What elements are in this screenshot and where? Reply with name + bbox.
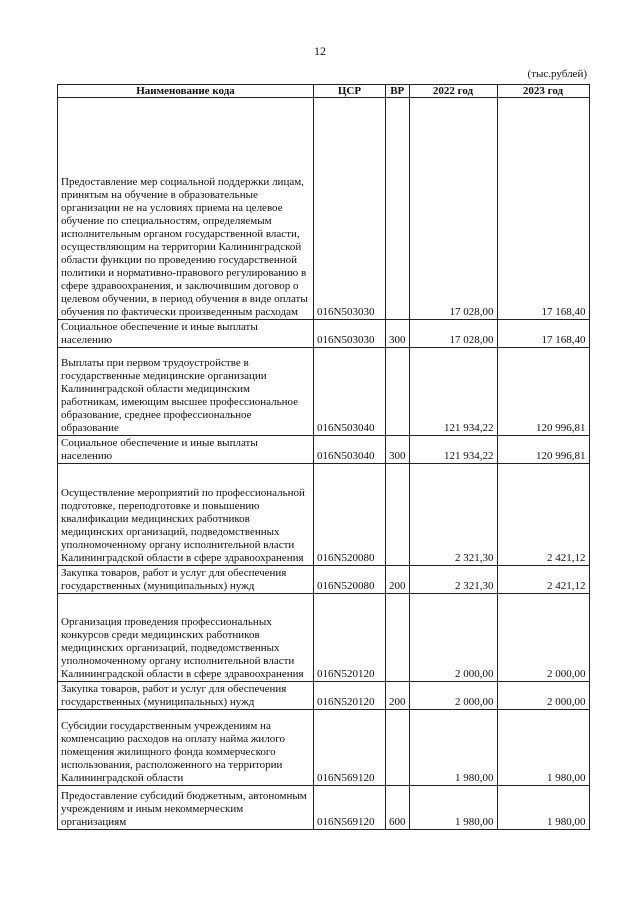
cell-vr: 300	[386, 320, 410, 348]
header-2022: 2022 год	[409, 85, 497, 98]
cell-2022: 2 321,30	[409, 566, 497, 594]
cell-2022: 2 000,00	[409, 682, 497, 710]
cell-csr: 016N520120	[314, 594, 386, 682]
cell-2022: 2 321,30	[409, 464, 497, 566]
cell-csr: 016N569120	[314, 710, 386, 786]
cell-2022: 17 028,00	[409, 98, 497, 320]
cell-vr	[386, 98, 410, 320]
units-label: (тыс.рублей)	[527, 68, 587, 80]
budget-table	[57, 84, 590, 830]
cell-vr	[386, 464, 410, 566]
header-csr: ЦСР	[314, 85, 386, 98]
cell-2023: 1 980,00	[497, 710, 589, 786]
cell-name: Субсидии государственным учреждениям на компенсацию расходов на оплату найма жилого помещения жилищного фонда коммерческого использования, расположенного на территории Калининградской области	[58, 710, 314, 786]
cell-2023: 17 168,40	[497, 98, 589, 320]
cell-2022: 121 934,22	[409, 436, 497, 464]
cell-2022: 1 980,00	[409, 786, 497, 830]
table-row	[58, 464, 590, 566]
cell-2023: 120 996,81	[497, 348, 589, 436]
cell-vr: 600	[386, 786, 410, 830]
cell-csr: 016N520120	[314, 682, 386, 710]
cell-2023: 2 421,12	[497, 566, 589, 594]
cell-vr	[386, 594, 410, 682]
table-row	[58, 786, 590, 830]
header-vr: ВР	[386, 85, 410, 98]
table-row	[58, 348, 590, 436]
cell-csr: 016N503030	[314, 98, 386, 320]
cell-2023: 2 000,00	[497, 682, 589, 710]
cell-2023: 2 421,12	[497, 464, 589, 566]
table-row	[58, 320, 590, 348]
cell-vr: 300	[386, 436, 410, 464]
cell-2022: 17 028,00	[409, 320, 497, 348]
cell-csr: 016N503040	[314, 436, 386, 464]
cell-csr: 016N503040	[314, 348, 386, 436]
cell-name: Организация проведения профессиональных конкурсов среди медицинских работников медицинских организаций, подведомственных уполномоченному органу исполнительной власти Калининградской области в сфере здравоохранения	[58, 594, 314, 682]
cell-2022: 121 934,22	[409, 348, 497, 436]
cell-name: Предоставление мер социальной поддержки лицам, принятым на обучение в образовательные организации не на условиях приема на целевое обучение по специальностям, определяемым исполнительным органом государственной власти, осуществляющим на территории Калининградской области функции по проведению государственной политики и нормативно-правового регулированию в сфере здравоохранения, и заключившим договор о целевом обучении, в период обучения в виде оплаты обучения по фактически произведенным расходам	[58, 98, 314, 320]
cell-2023: 120 996,81	[497, 436, 589, 464]
table-row	[58, 566, 590, 594]
cell-name: Осуществление мероприятий по профессиональной подготовке, переподготовке и повышению квалификации медицинских работников медицинских организаций, подведомственных уполномоченному органу исполнительной власти Калининградской области в сфере здравоохранения	[58, 464, 314, 566]
table-row	[58, 594, 590, 682]
cell-name: Закупка товаров, работ и услуг для обеспечения государственных (муниципальных) нужд	[58, 566, 314, 594]
cell-name: Социальное обеспечение и иные выплаты населению	[58, 320, 314, 348]
cell-vr	[386, 710, 410, 786]
table-row	[58, 682, 590, 710]
cell-vr	[386, 348, 410, 436]
cell-csr: 016N569120	[314, 786, 386, 830]
cell-2023: 17 168,40	[497, 320, 589, 348]
cell-2023: 2 000,00	[497, 594, 589, 682]
table-row	[58, 710, 590, 786]
cell-2022: 2 000,00	[409, 594, 497, 682]
table-row	[58, 98, 590, 320]
cell-csr: 016N520080	[314, 566, 386, 594]
cell-2023: 1 980,00	[497, 786, 589, 830]
header-2023: 2023 год	[497, 85, 589, 98]
header-row	[58, 85, 590, 98]
header-name: Наименование кода	[58, 85, 314, 98]
cell-name: Социальное обеспечение и иные выплаты населению	[58, 436, 314, 464]
cell-vr: 200	[386, 566, 410, 594]
cell-name: Предоставление субсидий бюджетным, автономным учреждениям и иным некоммерческим организациям	[58, 786, 314, 830]
cell-name: Выплаты при первом трудоустройстве в государственные медицинские организации Калининградской области медицинским работникам, имеющим высшее профессиональное образование, среднее профессиональное образование	[58, 348, 314, 436]
page-number: 12	[314, 44, 326, 58]
cell-name: Закупка товаров, работ и услуг для обеспечения государственных (муниципальных) нужд	[58, 682, 314, 710]
table-row	[58, 436, 590, 464]
cell-csr: 016N503030	[314, 320, 386, 348]
cell-csr: 016N520080	[314, 464, 386, 566]
cell-vr: 200	[386, 682, 410, 710]
cell-2022: 1 980,00	[409, 710, 497, 786]
